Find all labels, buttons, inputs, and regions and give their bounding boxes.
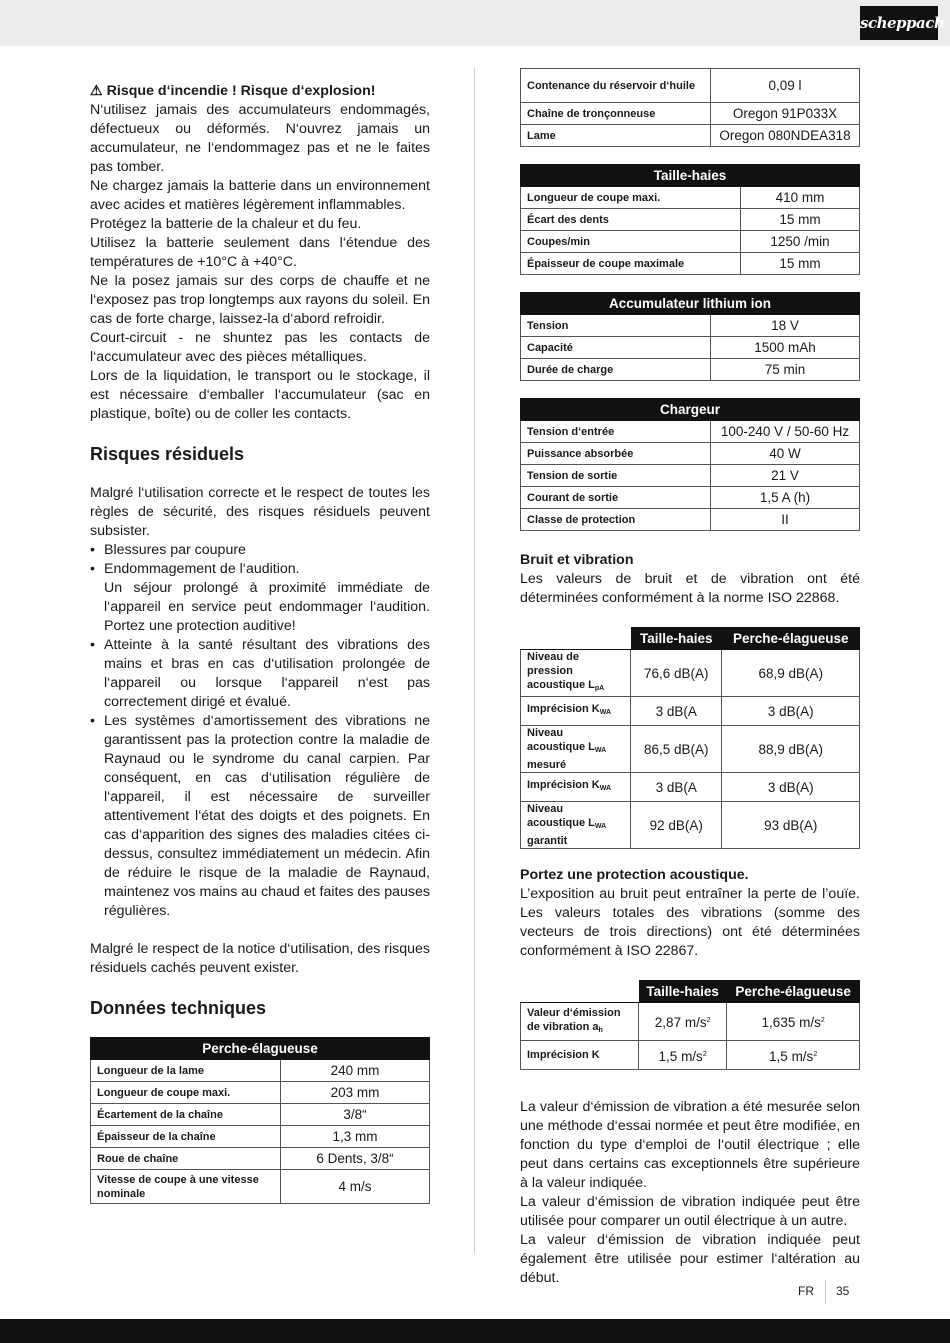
table-row [521,209,860,231]
charger-table [520,398,860,531]
table-row [521,697,860,726]
residual-risks-heading: Risques résiduels [90,444,245,464]
row-key: Contenance du réservoir d‘huile [521,69,711,103]
blank-header [521,628,631,650]
residual-outro: Malgré le respect de la notice d‘utilisation, des risques résiduels cachés peuvent exister. [90,941,430,976]
bottom-bar [0,1319,950,1343]
row-value: 75 min [711,359,860,381]
vibration-para: La valeur d‘émission de vibration indiquée peut également être utilisée pour estimer l‘altération au début. [520,1232,860,1286]
vibration-table [520,980,860,1070]
row-value: 88,9 dB(A) [722,726,860,773]
row-key: Capacité [521,337,711,359]
technical-data-heading: Données techniques [90,998,267,1018]
col-header: Taille-haies [639,981,727,1003]
table-row [91,1148,430,1170]
row-value: 15 mm [741,209,860,231]
table-row [521,69,860,103]
row-key: Imprécision $K_{WA}$ [521,773,631,802]
row-value: 203 mm [281,1082,430,1104]
row-value: 240 mm [281,1060,430,1082]
table-row [521,103,860,125]
row-key: Tension [521,315,711,337]
warning-para: Ne la posez jamais sur des corps de chauffe et ne l‘exposez pas trop longtemps aux rayons du soleil. En cas de forte charge, laissez-la d‘abord refroidir. [90,273,430,327]
row-value: 1,5 A (h) [711,487,860,509]
row-value: II [711,509,860,531]
right-column [520,68,860,1288]
list-item: • Endommagement de l‘audition. Un séjour prolongé à proximité immédiate de l‘appareil en service peut endommager l‘audition. Portez une protection auditive! [90,560,430,636]
table-row [91,1170,430,1204]
table-row [521,802,860,849]
row-key: Imprécision $K_{WA}$ [521,697,631,726]
blank-header [521,981,639,1003]
row-key: Vitesse de coupe à une vitesse nominale [91,1170,281,1204]
row-key: Écartement de la chaîne [91,1104,281,1126]
table-row [521,465,860,487]
footer-language: FR [798,1284,814,1298]
row-value: 4 m/s [281,1170,430,1204]
row-value: 92 dB(A) [631,802,722,849]
row-value: 15 mm [741,253,860,275]
table-title: Taille-haies [521,165,860,187]
row-key: Chaîne de tronçonneuse [521,103,711,125]
col-header: Perche-élagueuse [727,981,860,1003]
residual-list [90,541,430,921]
table-row [521,125,860,147]
row-key: Valeur d‘émission de vibration $a_h$ [521,1003,639,1041]
chain-table [520,68,860,147]
col-header: Perche-élagueuse [722,628,860,650]
table-row [91,1082,430,1104]
col-header: Taille-haies [631,628,722,650]
row-key: Coupes/min [521,231,741,253]
list-item: • Les systèmes d‘amortissement des vibrations ne garantissent pas la protection contre la maladie de Raynaud ou le syndrome du canal carpien. Par conséquent, en cas d‘utilisation régulière de l‘appareil, il est nécessaire de surveiller attentivement l‘état des doigts et des poignets. En cas d‘apparition des signes des maladies citées ci-dessus, consultez immédiatement un médecin. Afin de réduire le risque de la maladie de Raynaud, maintenez vos mains au chaud et faites des pauses régulières. [90,712,430,921]
list-item: • Atteinte à la santé résultant des vibrations des mains et bras en cas d‘utilisation prolongée de l‘appareil ou lorsque l‘appareil n‘est pas correctement dirigé et évalué. [90,636,430,712]
warning-para: Protégez la batterie de la chaleur et du feu. [90,216,362,232]
table-row [91,1126,430,1148]
row-key: Tension de sortie [521,465,711,487]
row-key: Épaisseur de la chaîne [91,1126,281,1148]
row-value: 18 V [711,315,860,337]
row-key: Épaisseur de coupe maximale [521,253,741,275]
row-value: 93 dB(A) [722,802,860,849]
row-key: Courant de sortie [521,487,711,509]
row-key: Durée de charge [521,359,711,381]
row-key: Puissance absorbée [521,443,711,465]
row-value: 410 mm [741,187,860,209]
hedge-trimmer-table [520,164,860,275]
top-bar [0,0,950,46]
table-row [521,187,860,209]
row-value: Oregon 080NDEA318 [711,125,860,147]
table-row [521,1041,860,1070]
table-row [521,421,860,443]
row-value: 21 V [711,465,860,487]
battery-table [520,292,860,381]
table-row [521,443,860,465]
warning-para: Lors de la liquidation, le transport ou le stockage, il est nécessaire d‘emballer l‘accumulateur (sac en plastique, boîte) ou de coller les contacts. [90,368,430,422]
row-value: 3 dB(A) [722,697,860,726]
row-value: 1,5 $m/s^2$ [639,1041,727,1070]
row-value: Oregon 91P033X [711,103,860,125]
row-value: 0,09 l [711,69,860,103]
left-column [90,82,430,1204]
row-key: Longueur de coupe maxi. [521,187,741,209]
row-value: 3 dB(A [631,773,722,802]
noise-text: Les valeurs de bruit et de vibration ont été déterminées conformément à la norme ISO 22868. [520,571,860,606]
footer-separator [825,1280,826,1304]
table-title: Perche-élagueuse [91,1038,430,1060]
table-row [521,315,860,337]
residual-intro: Malgré l‘utilisation correcte et le respect de toutes les règles de sécurité, des risques résiduels peuvent subsister. [90,485,430,539]
row-value: 76,6 dB(A) [631,650,722,697]
table-title: Accumulateur lithium ion [521,293,860,315]
noise-heading: Bruit et vibration [520,552,634,568]
row-value: 6 Dents, 3/8“ [281,1148,430,1170]
row-key: Niveau de pression acoustique $L_{pA}$ [521,650,631,697]
column-divider [474,68,475,1253]
table-row [521,1003,860,1041]
table-row [91,1104,430,1126]
list-item: • Blessures par coupure [90,541,430,560]
row-value: 3 dB(A [631,697,722,726]
vibration-para: La valeur d‘émission de vibration a été mesurée selon une méthode d‘essai normée et peut être modifiée, en fonction du type d‘emploi de l‘outil électrique ; elle peut dans certains cas exceptionnels être supérieure à la valeur indiquée. [520,1099,860,1191]
table-row [521,253,860,275]
row-value: 86,5 dB(A) [631,726,722,773]
brand-logo: scheppach [860,6,938,40]
row-key: Niveau acoustique $L_{WA}$ mesuré [521,726,631,773]
row-key: Longueur de la lame [91,1060,281,1082]
table-row [521,726,860,773]
row-value: 1,3 mm [281,1126,430,1148]
row-value: 3 dB(A) [722,773,860,802]
page-number: 35 [836,1284,850,1298]
table-row [521,487,860,509]
table-row [91,1060,430,1082]
row-value: 1,635 $m/s^2$ [727,1003,860,1041]
row-key: Tension d‘entrée [521,421,711,443]
row-key: Écart des dents [521,209,741,231]
table-row [521,337,860,359]
table-row [521,359,860,381]
warning-para: N‘utilisez jamais des accumulateurs endommagés, défectueux ou déformés. N‘ouvrez jamais un accumulateur, ne l‘endommagez pas et ne le faites pas tomber. [90,102,430,175]
row-key: Lame [521,125,711,147]
warning-para: Utilisez la batterie seulement dans l‘étendue des températures de +10°C à +40°C. [90,235,430,270]
row-key: Classe de protection [521,509,711,531]
row-value: 40 W [711,443,860,465]
table-title: Chargeur [521,399,860,421]
row-value: 68,9 dB(A) [722,650,860,697]
table-row [521,773,860,802]
row-value: 2,87 $m/s^2$ [639,1003,727,1041]
protection-heading: Portez une protection acoustique. [520,867,749,883]
row-value: 1,5 $m/s^2$ [727,1041,860,1070]
table-row [521,650,860,697]
row-key: Imprécision K [521,1041,639,1070]
warning-title: ⚠ Risque d‘incendie ! Risque d‘explosion! [90,83,376,99]
row-value: 1250 /min [741,231,860,253]
table-row [521,509,860,531]
pole-pruner-table [90,1037,430,1204]
vibration-para: La valeur d‘émission de vibration indiquée peut être utilisée pour comparer un outil électrique à un autre. [520,1194,860,1229]
table-row [521,231,860,253]
row-key: Niveau acoustique $L_{WA}$ garantit [521,802,631,849]
row-key: Longueur de coupe maxi. [91,1082,281,1104]
row-value: 3/8“ [281,1104,430,1126]
warning-para: Court-circuit - ne shuntez pas les contacts de l‘accumulateur avec des pièces métalliques. [90,330,430,365]
warning-para: Ne chargez jamais la batterie dans un environnement avec acides et matières légèrement inflammables. [90,178,430,213]
protection-text: L’exposition au bruit peut entraîner la perte de l’ouïe. Les valeurs totales des vibrations (somme des vecteurs de trois directions) ont été déterminées conformément à ISO 22867. [520,886,860,959]
row-key: Roue de chaîne [91,1148,281,1170]
noise-table [520,627,860,849]
row-value: 1500 mAh [711,337,860,359]
row-value: 100-240 V / 50-60 Hz [711,421,860,443]
